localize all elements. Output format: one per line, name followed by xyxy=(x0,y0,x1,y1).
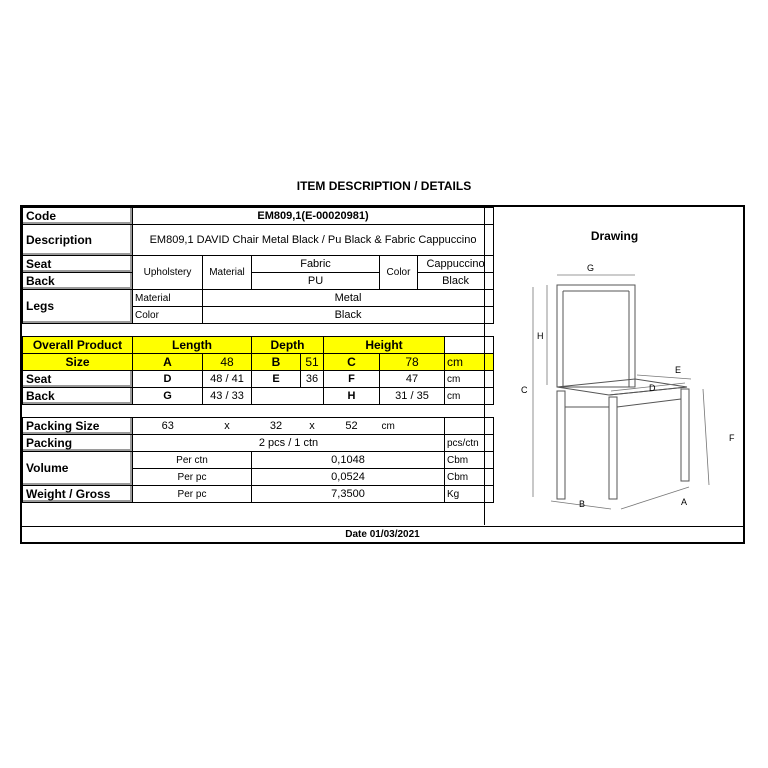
back-material: PU xyxy=(252,273,380,290)
drawing-title: Drawing xyxy=(590,229,639,243)
back-label: Back xyxy=(23,273,133,290)
overall-size-row xyxy=(23,354,494,371)
dim-d-value: 48 / 41 xyxy=(203,371,252,388)
seat-row xyxy=(23,256,494,273)
seat-dimension-row xyxy=(23,371,494,388)
dim-c-value: 78 xyxy=(380,354,445,371)
seat-material: Fabric xyxy=(252,256,380,273)
packing-unit: pcs/ctn xyxy=(445,435,494,452)
back-dim-unit: cm xyxy=(445,388,494,405)
height-header: Height xyxy=(324,337,445,354)
seat-dim-unit: cm xyxy=(445,371,494,388)
description-value: EM809,1 DAVID Chair Metal Black / Pu Black & Fabric Cappuccino xyxy=(133,225,494,256)
volume-ctn-row xyxy=(23,452,494,469)
back-color: Black xyxy=(418,273,494,290)
packing-size-label: Packing Size xyxy=(23,418,133,435)
spacer-row-2 xyxy=(23,405,494,418)
back-dim-label: Back xyxy=(23,388,133,405)
dimension-header-row xyxy=(23,337,494,354)
dim-f-value: 47 xyxy=(380,371,445,388)
dim-g-letter: G xyxy=(133,388,203,405)
label-f: F xyxy=(729,433,735,443)
weight-row xyxy=(23,486,494,503)
chair-back-shape xyxy=(557,285,635,387)
upholstery-material-label: Material xyxy=(203,256,252,290)
dim-h-value: 31 / 35 xyxy=(380,388,445,405)
seat-label: Seat xyxy=(23,256,133,273)
spacer-row xyxy=(23,324,494,337)
packing-size-row xyxy=(23,418,494,435)
packing-height: 52 xyxy=(324,418,380,435)
back-dimension-row xyxy=(23,388,494,405)
dim-b-letter: B xyxy=(252,354,301,371)
packing-row xyxy=(23,435,494,452)
dim-h-letter: H xyxy=(324,388,380,405)
back-row xyxy=(23,273,494,290)
packing-width: 32 xyxy=(252,418,301,435)
packing-length: 63 xyxy=(133,418,203,435)
dim-a-letter: A xyxy=(133,354,203,371)
dim-f-letter: F xyxy=(324,371,380,388)
volume-per-ctn-label: Per ctn xyxy=(133,452,252,469)
overall-product-label: Overall Product xyxy=(23,337,133,354)
packing-x1: x xyxy=(203,418,252,435)
packing-label: Packing xyxy=(23,435,133,452)
document-title: ITEM DESCRIPTION / DETAILS xyxy=(296,179,472,193)
size-label: Size xyxy=(23,354,133,371)
packing-value: 2 pcs / 1 ctn xyxy=(133,435,445,452)
packing-size-unit: cm xyxy=(380,418,445,435)
legs-label: Legs xyxy=(23,290,133,324)
spec-sheet xyxy=(20,205,745,544)
volume-pc-unit: Cbm xyxy=(445,469,494,486)
chair-drawing xyxy=(485,257,744,517)
dim-c-letter: C xyxy=(324,354,380,371)
dim-g-value: 43 / 33 xyxy=(203,388,252,405)
code-row xyxy=(23,208,494,225)
upholstery-label: Upholstery xyxy=(133,256,203,290)
chair-leg-front-left xyxy=(557,391,565,499)
legs-material-label: Material xyxy=(133,290,203,307)
upholstery-color-label: Color xyxy=(380,256,418,290)
weight-per-label: Per pc xyxy=(133,486,252,503)
label-e: E xyxy=(675,365,682,375)
dim-b-value: 51 xyxy=(301,354,324,371)
chair-leg-front-right xyxy=(609,397,617,499)
spec-table xyxy=(22,207,494,503)
volume-pc-value: 0,0524 xyxy=(252,469,445,486)
date-footer: Date 01/03/2021 xyxy=(22,526,743,543)
packing-x2: x xyxy=(301,418,324,435)
dim-a-value: 48 xyxy=(203,354,252,371)
overall-unit: cm xyxy=(445,354,494,371)
label-b: B xyxy=(579,499,586,509)
volume-per-pc-label: Per pc xyxy=(133,469,252,486)
dim-e-value: 36 xyxy=(301,371,324,388)
weight-value: 7,3500 xyxy=(252,486,445,503)
seat-dim-label: Seat xyxy=(23,371,133,388)
description-row xyxy=(23,225,494,256)
volume-ctn-value: 0,1048 xyxy=(252,452,445,469)
volume-label: Volume xyxy=(23,452,133,486)
label-a: A xyxy=(681,497,688,507)
legs-material: Metal xyxy=(203,290,494,307)
depth-header: Depth xyxy=(252,337,324,354)
volume-ctn-unit: Cbm xyxy=(445,452,494,469)
label-d: D xyxy=(649,383,656,393)
weight-label: Weight / Gross xyxy=(23,486,133,503)
legs-color-label: Color xyxy=(133,307,203,324)
code-value: EM809,1(E-00020981) xyxy=(133,208,494,225)
label-g: G xyxy=(587,263,595,273)
code-label: Code xyxy=(23,208,133,225)
seat-color: Cappuccino xyxy=(418,256,494,273)
dim-d-letter: D xyxy=(133,371,203,388)
legs-color: Black xyxy=(203,307,494,324)
description-label: Description xyxy=(23,225,133,256)
label-h: H xyxy=(537,331,544,341)
legs-material-row xyxy=(23,290,494,307)
chair-leg-back-right xyxy=(681,389,689,481)
drawing-panel xyxy=(484,207,744,525)
label-c: C xyxy=(521,385,528,395)
length-header: Length xyxy=(133,337,252,354)
weight-unit: Kg xyxy=(445,486,494,503)
dim-e-letter: E xyxy=(252,371,301,388)
